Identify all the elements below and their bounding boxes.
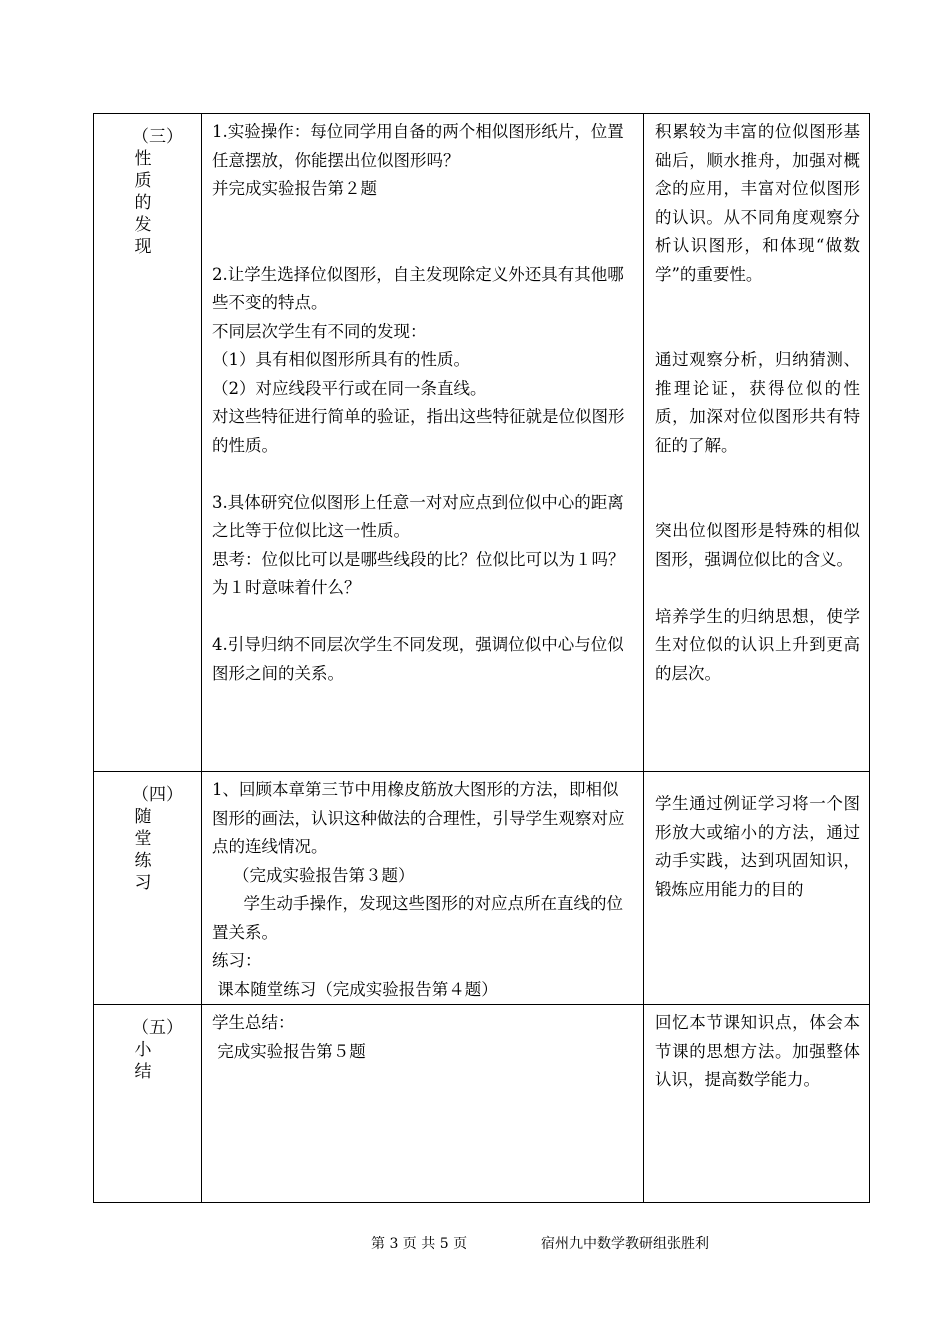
- design-note: 学生通过例证学习将一个图形放大或缩小的方法，通过动手实践，达到巩固知识，锻炼应用能力的目的: [655, 794, 860, 899]
- content-paragraph: （完成实验报告第３题）: [212, 865, 415, 885]
- content-paragraph: 完成实验报告第５题: [212, 1041, 366, 1061]
- content-paragraph: 4.引导归纳不同层次学生不同发现，强调位似中心与位似图形之间的关系。: [212, 635, 624, 683]
- footer-author: 宿州九中数学教研组张胜利: [541, 1236, 709, 1252]
- content-paragraph: （2）对应线段平行或在同一条直线。: [212, 378, 487, 398]
- section-row-summary: [94, 1005, 870, 1203]
- design-note: 培养学生的归纳思想，使学生对位似的认识上升到更高的层次。: [655, 606, 860, 683]
- page-number: 第 3 页 共 5 页: [371, 1236, 468, 1252]
- content-paragraph: （1）具有相似图形所具有的性质。: [212, 350, 470, 369]
- content-paragraph: 课本随堂练习（完成实验报告第４题）: [212, 979, 498, 999]
- content-paragraph: 2.让学生选择位似图形，自主发现除定义外还具有其他哪些不变的特点。: [212, 264, 624, 312]
- content-cell: [202, 1005, 644, 1203]
- content-paragraph: 思考：位似比可以是哪些线段的比？位似比可以为１吗？为１时意味着什么？: [212, 549, 625, 597]
- design-note: 积累较为丰富的位似图形基础后，顺水推舟，加强对概念的应用，丰富对位似图形的认识。从不同角度观察分析认识图形，和体现“做数学”的重要性。: [655, 122, 860, 284]
- notes-cell: [644, 114, 870, 772]
- notes-cell: [644, 1005, 870, 1203]
- content-paragraph: 练习：: [212, 951, 262, 970]
- section-row-practice: [94, 772, 870, 1005]
- stage-label: （五）小结: [132, 1018, 183, 1082]
- content-cell: [202, 772, 644, 1005]
- content-paragraph: 学生总结：: [212, 1013, 295, 1032]
- design-note: 通过观察分析，归纳猜测、推理论证，获得位似的性质，加深对位似图形共有特征的了解。: [655, 350, 860, 455]
- content-paragraph: 学生动手操作，发现这些图形的对应点所在直线的位置关系。: [212, 894, 623, 942]
- content-paragraph: 3.具体研究位似图形上任意一对对应点到位似中心的距离之比等于位似比这一性质。: [212, 492, 624, 540]
- stage-label: （四）随堂练习: [132, 785, 183, 893]
- stage-cell: [94, 114, 202, 772]
- section-row-property-discovery: [94, 114, 870, 772]
- content-cell: [202, 114, 644, 772]
- content-paragraph: 不同层次学生有不同的发现：: [212, 321, 427, 341]
- stage-cell: [94, 1005, 202, 1203]
- lesson-plan-table: [93, 113, 870, 1203]
- design-note: 突出位似图形是特殊的相似图形，强调位似比的含义。: [655, 521, 860, 569]
- content-paragraph: 并完成实验报告第２题: [212, 179, 377, 198]
- design-note: 回忆本节课知识点，体会本节课的思想方法。加强整体认识，提高数学能力。: [655, 1013, 860, 1089]
- content-paragraph: 1、回顾本章第三节中用橡皮筋放大图形的方法，即相似图形的画法，认识这种做法的合理性，引导学生观察对应点的连线情况。: [212, 780, 625, 856]
- content-paragraph: 1.实验操作：每位同学用自备的两个相似图形纸片，位置任意摆放，你能摆出位似图形吗？: [212, 122, 624, 170]
- stage-cell: [94, 772, 202, 1005]
- notes-cell: [644, 772, 870, 1005]
- content-paragraph: 对这些特征进行简单的验证，指出这些特征就是位似图形的性质。: [212, 407, 625, 455]
- stage-label: （三）性质的发现: [132, 127, 183, 257]
